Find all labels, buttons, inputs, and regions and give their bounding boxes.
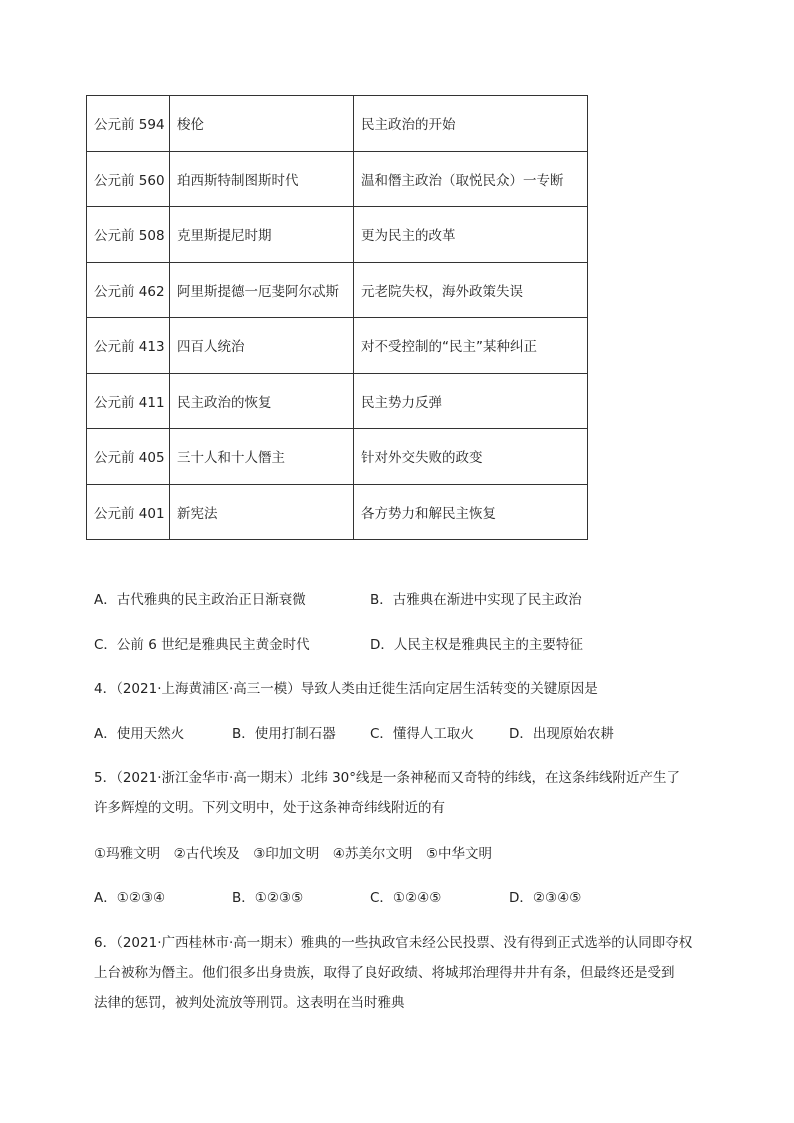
q5-stem-line-1: 5．（2021·浙江金华市·高一期末）北纬 30°线是一条神秘而又奇特的纬线，在这条纬线附近产生了 [94, 770, 680, 786]
year-cell: 公元前 405 [87, 429, 170, 485]
q5-options [94, 888, 581, 908]
year-cell: 公元前 594 [87, 96, 170, 152]
year-cell: 公元前 462 [87, 262, 170, 318]
event-cell: 三十人和十人僭主 [170, 429, 354, 485]
note-cell: 各方势力和解民主恢复 [354, 484, 588, 540]
q4-option-d[interactable]: D．出现原始农耕 [509, 726, 614, 742]
event-cell: 克里斯提尼时期 [170, 207, 354, 263]
q3-option-d[interactable]: D．人民主权是雅典民主的主要特征 [370, 637, 583, 653]
q3-option-b[interactable]: B．古雅典在渐进中实现了民主政治 [370, 592, 582, 608]
year-cell: 公元前 413 [87, 318, 170, 374]
table-row [87, 151, 588, 207]
q3-options-row-1 [94, 590, 582, 610]
q6-stem-line-2: 上台被称为僭主。他们很多出身贵族，取得了良好政绩、将城邦治理得井井有条，但最终还是受到 [94, 965, 675, 981]
event-cell: 珀西斯特制图斯时代 [170, 151, 354, 207]
q3-option-a[interactable]: A．古代雅典的民主政治正日渐衰微 [94, 592, 306, 608]
event-cell: 梭伦 [170, 96, 354, 152]
athens-timeline-table [86, 95, 588, 540]
q5-option-d[interactable]: D．②③④⑤ [509, 890, 582, 906]
q4-option-c[interactable]: C．懂得人工取火 [370, 726, 474, 742]
note-cell: 民主政治的开始 [354, 96, 588, 152]
note-cell: 对不受控制的“民主”某种纠正 [354, 318, 588, 374]
year-cell: 公元前 401 [87, 484, 170, 540]
q4-option-b[interactable]: B．使用打制石器 [232, 726, 336, 742]
q3-options-row-2 [94, 635, 583, 655]
event-cell: 阿里斯提德一厄斐阿尔忒斯 [170, 262, 354, 318]
q5-option-b[interactable]: B．①②③⑤ [232, 890, 304, 906]
q3-option-c[interactable]: C．公前 6 世纪是雅典民主黄金时代 [94, 637, 310, 653]
note-cell: 元老院失权，海外政策失误 [354, 262, 588, 318]
event-cell: 民主政治的恢复 [170, 373, 354, 429]
q4-options [94, 724, 614, 744]
year-cell: 公元前 560 [87, 151, 170, 207]
table-row [87, 373, 588, 429]
year-cell: 公元前 411 [87, 373, 170, 429]
note-cell: 更为民主的改革 [354, 207, 588, 263]
q6-stem-line-3: 法律的惩罚，被判处流放等刑罚。这表明在当时雅典 [94, 995, 405, 1011]
table-row [87, 484, 588, 540]
q5-option-c[interactable]: C．①②④⑤ [370, 890, 442, 906]
q5-items: ①玛雅文明 ②古代埃及 ③印加文明 ④苏美尔文明 ⑤中华文明 [94, 846, 493, 862]
note-cell: 针对外交失败的政变 [354, 429, 588, 485]
table-row [87, 262, 588, 318]
note-cell: 温和僭主政治（取悦民众）一专断 [354, 151, 588, 207]
q5-stem-line-2: 许多辉煌的文明。下列文明中，处于这条神奇纬线附近的有 [94, 800, 445, 816]
event-cell: 四百人统治 [170, 318, 354, 374]
q5-option-a[interactable]: A．①②③④ [94, 890, 166, 906]
event-cell: 新宪法 [170, 484, 354, 540]
table-row [87, 318, 588, 374]
table-row [87, 207, 588, 263]
note-cell: 民主势力反弹 [354, 373, 588, 429]
q4-option-a[interactable]: A．使用天然火 [94, 726, 185, 742]
year-cell: 公元前 508 [87, 207, 170, 263]
q6-stem-line-1: 6．（2021·广西桂林市·高一期末）雅典的一些执政官未经公民投票、没有得到正式选举的认同即夺权 [94, 935, 693, 951]
table-row [87, 96, 588, 152]
q4-stem: 4．（2021·上海黄浦区·高三一模）导致人类由迁徙生活向定居生活转变的关键原因是 [94, 681, 598, 697]
table-row [87, 429, 588, 485]
